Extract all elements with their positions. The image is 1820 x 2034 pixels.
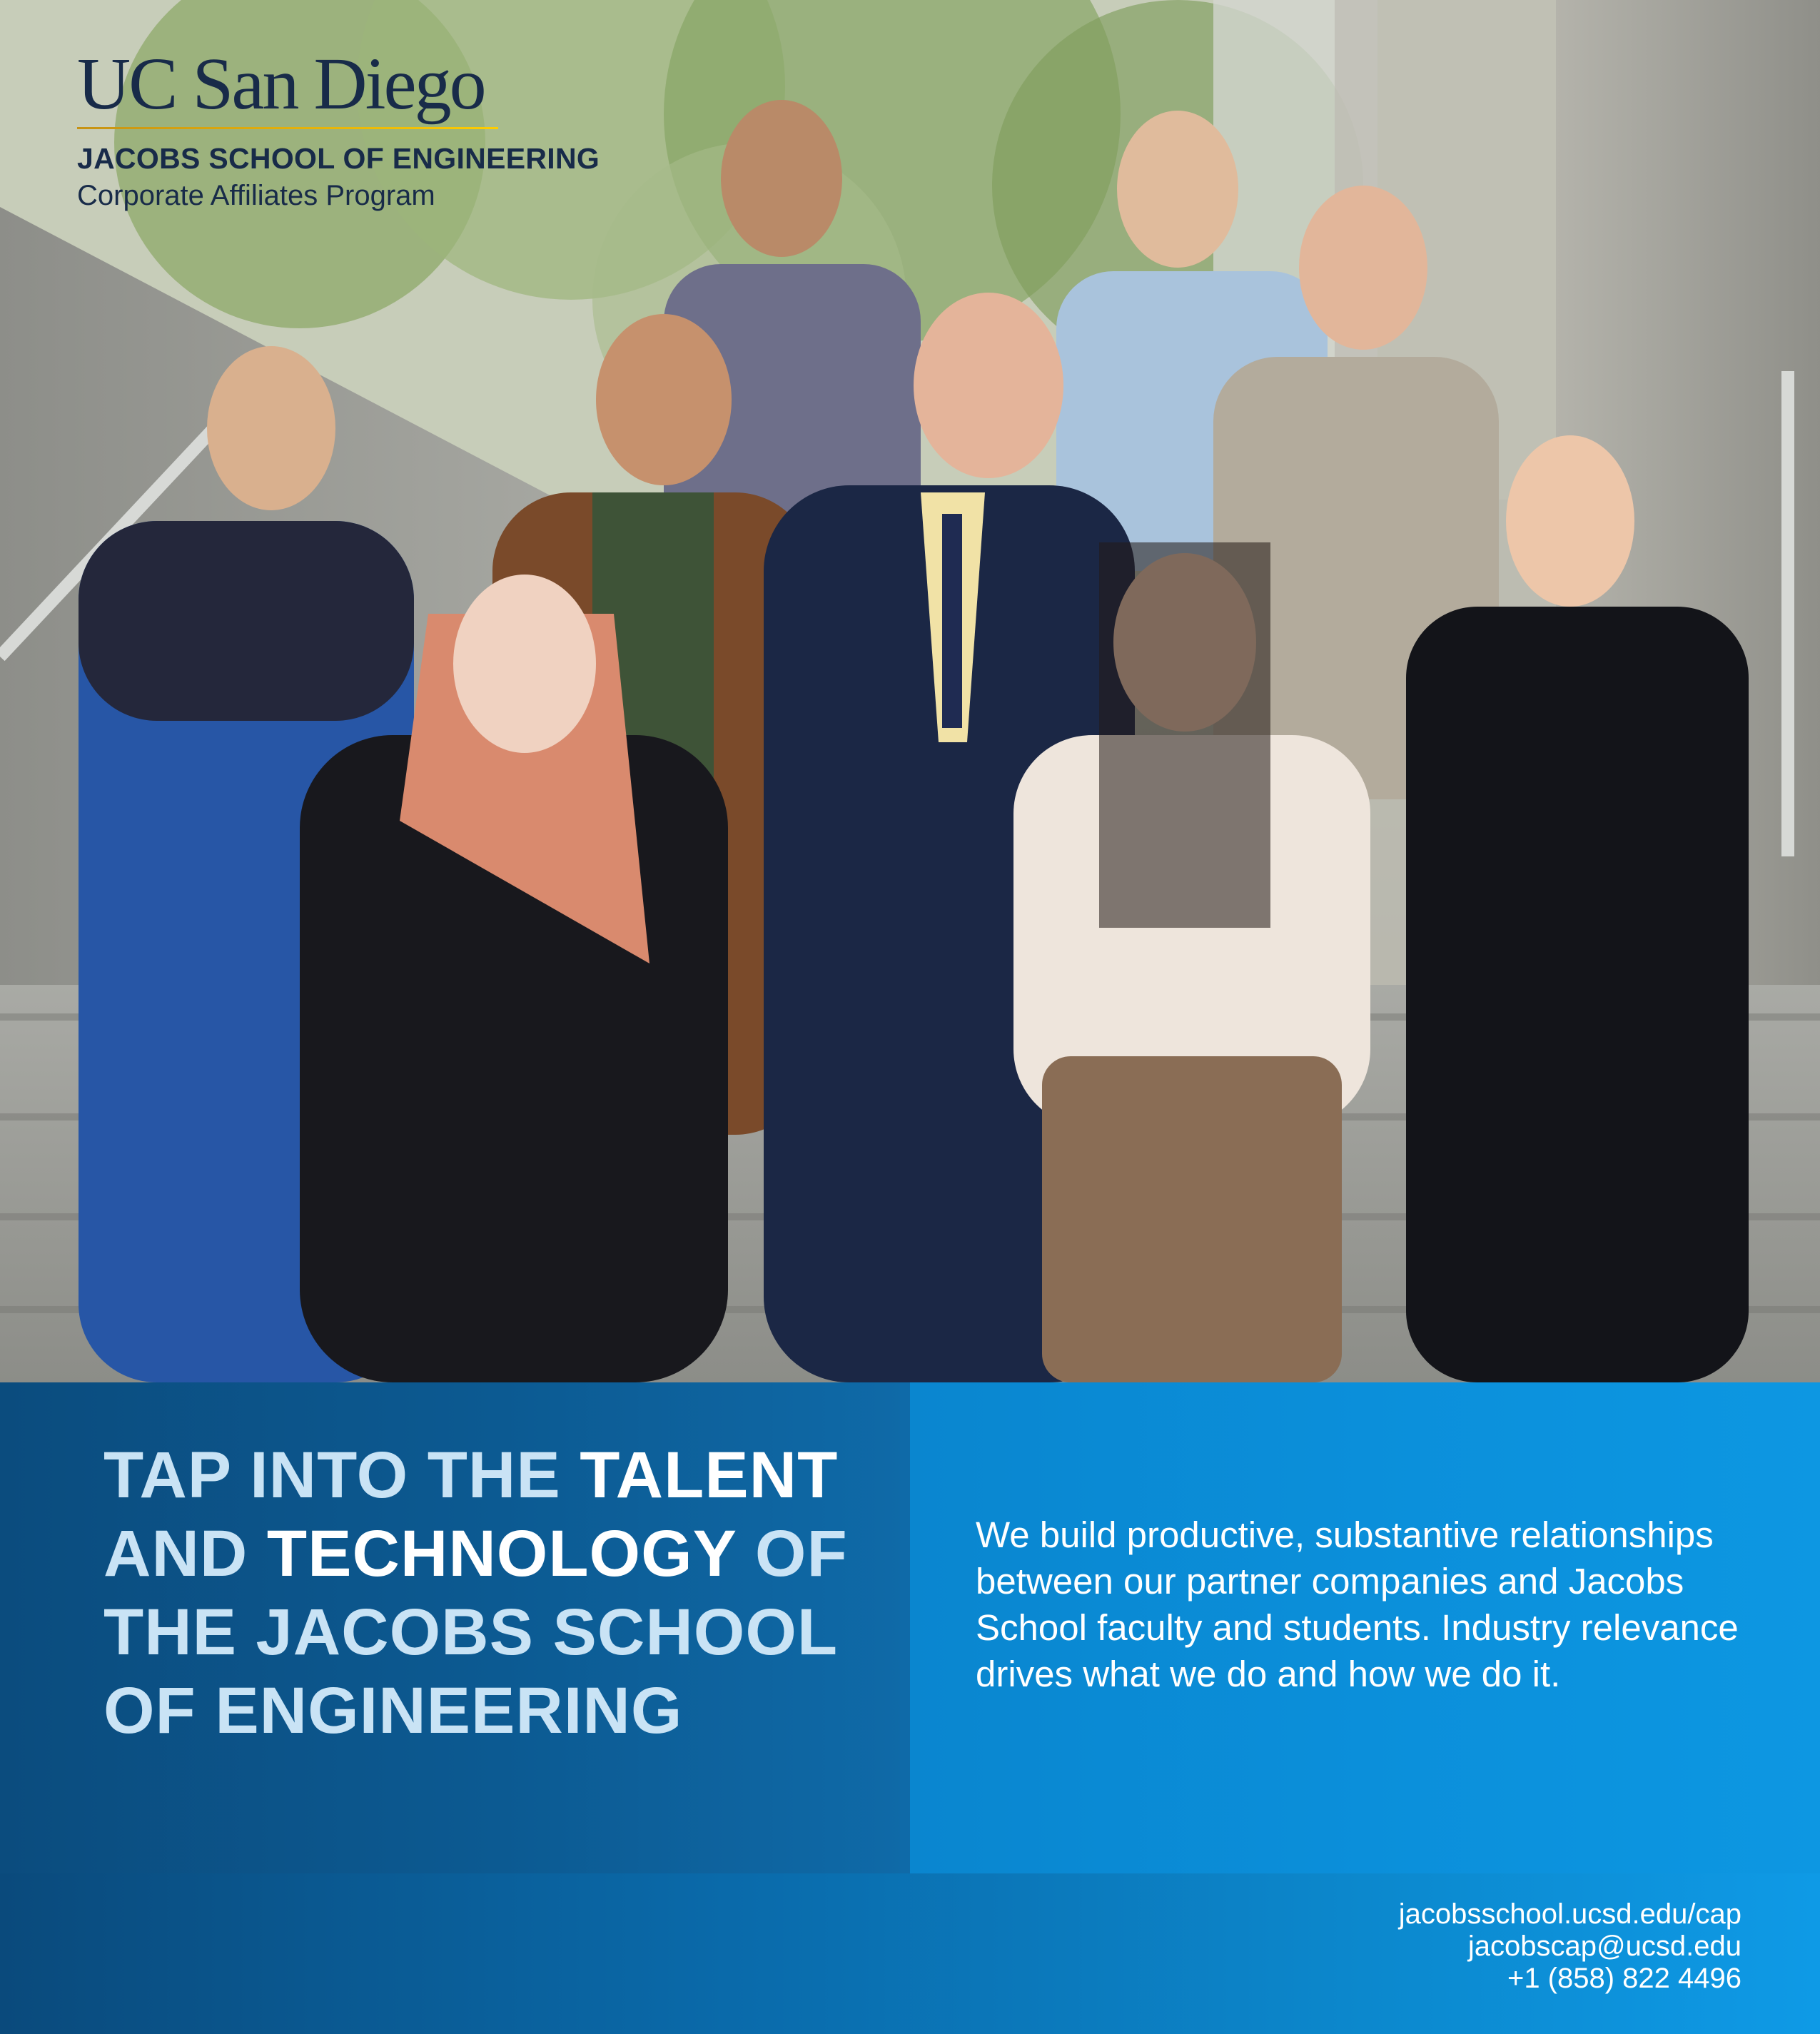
- ucsd-jacobs-logo[interactable]: [77, 44, 662, 212]
- intro-paragraph: We build productive, substantive relationships between our partner companies and Jacobs School faculty and students. Industry relevance drives what we do and how we do it.: [976, 1514, 1739, 1694]
- logo-school-name: JACOBS SCHOOL OF ENGINEERING: [77, 142, 600, 175]
- logo-wordmark: UC San Diego: [77, 43, 485, 125]
- headline-part-1: TAP INTO THE: [103, 1439, 580, 1512]
- headline-part-5: OF THE JACOBS SCHOOL OF ENGINEERING: [103, 1517, 848, 1747]
- headline-technology: TECHNOLOGY: [266, 1517, 737, 1590]
- contact-info: [1399, 1898, 1741, 1995]
- headline: [103, 1436, 860, 1750]
- phone-link[interactable]: +1 (858) 822 4496: [1507, 1963, 1741, 1994]
- logo-program-name: Corporate Affiliates Program: [77, 180, 435, 211]
- email-link[interactable]: jacobscap@ucsd.edu: [1467, 1931, 1741, 1962]
- headline-part-3: AND: [103, 1517, 267, 1590]
- logo-gold-rule: [77, 127, 498, 129]
- headline-talent: TALENT: [580, 1439, 839, 1512]
- website-link[interactable]: jacobsschool.ucsd.edu/cap: [1398, 1898, 1741, 1930]
